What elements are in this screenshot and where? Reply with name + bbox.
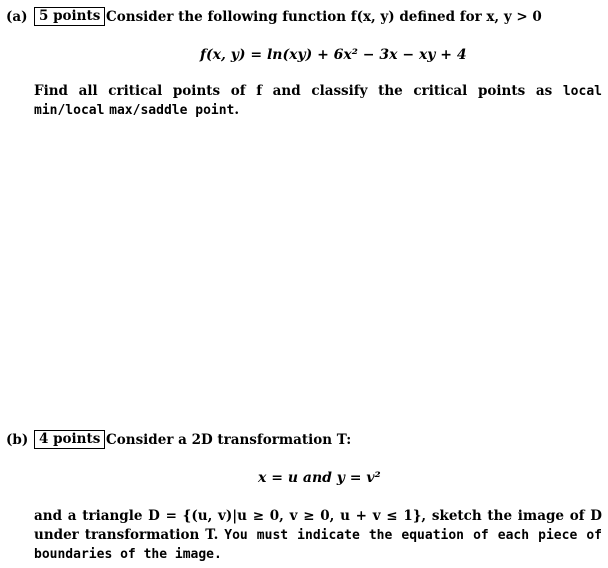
part-b-task-mono: You must indicate the equation of each piece of boundaries of the image. [34, 528, 603, 562]
part-a-task [34, 82, 602, 120]
part-a-points-box: 5 points [34, 7, 105, 26]
part-b-intro: Consider a 2D transformation T: [106, 432, 352, 448]
part-a-task-text: Find all critical points of f and classify the critical points as [34, 83, 563, 99]
part-a-label: (a) [6, 9, 28, 25]
part-a-task-mono2: max/saddle point [109, 103, 235, 118]
part-a-task-mono1: local min/local [34, 84, 602, 118]
part-a-intro: Consider the following function f(x, y) defined for x, y > 0 [106, 9, 542, 25]
part-b-label: (b) [6, 432, 29, 448]
part-b-points-box: 4 points [34, 430, 105, 449]
part-b-task [34, 507, 602, 564]
part-b-equation: x = u and y = v² [258, 470, 381, 486]
part-a-task-end: . [234, 102, 240, 118]
part-a-equation: f(x, y) = ln(xy) + 6x² − 3x − xy + 4 [200, 47, 467, 63]
part-b-task-text: and a triangle D = {(u, v)|u ≥ 0, v ≥ 0, u + v ≤ 1}, sketch the image of D under transformation T. [34, 508, 602, 543]
